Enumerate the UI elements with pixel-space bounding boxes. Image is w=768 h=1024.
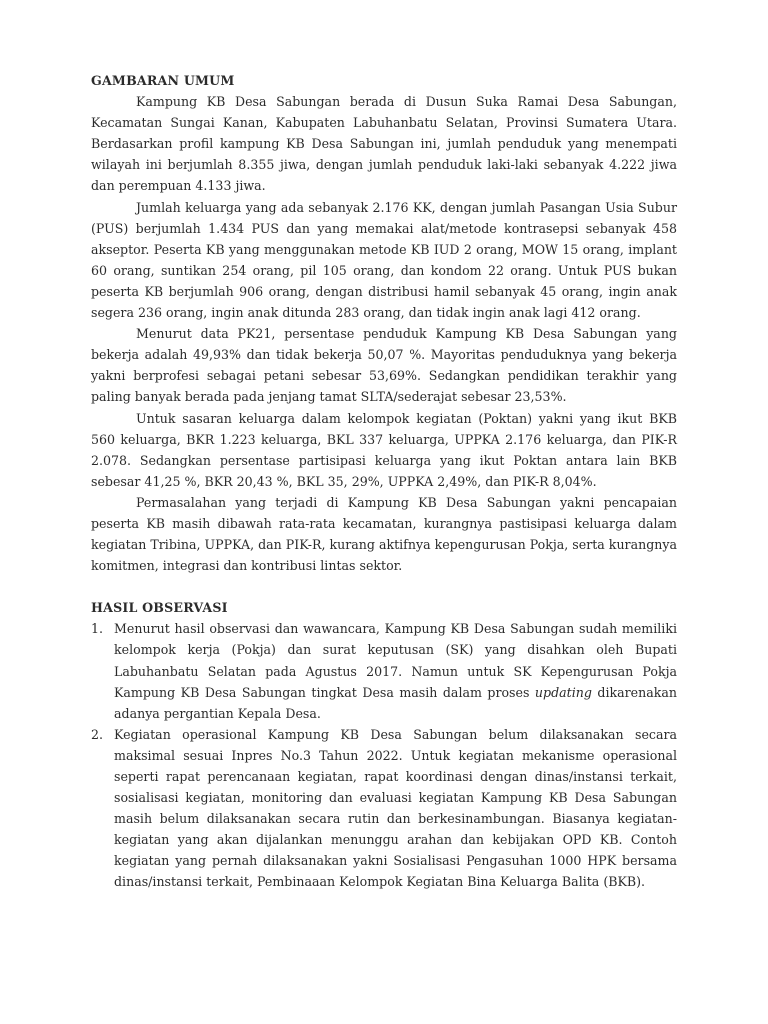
section-heading-hasil-observasi: HASIL OBSERVASI [91, 600, 228, 616]
paragraph-permasalahan: Permasalahan yang terjadi di Kampung KB Desa Sabungan yakni pencapaian peserta KB masih dibawah rata-rata kecamatan, kurangnya pastisipasi keluarga dalam kegiatan Tribina, UPPKA, dan PIK-R, kurang aktifnya kepengurusan Pokja, serta kurangnya komitmen, integrasi dan kontribusi lintas sektor. [91, 494, 677, 574]
paragraph-poktan: Untuk sasaran keluarga dalam kelompok kegiatan (Poktan) yakni yang ikut BKB 560 keluarga, BKR 1.223 keluarga, BKL 337 keluarga, UPPKA 2.176 keluarga, dan PIK-R 2.078. Sedangkan persentase partisipasi keluarga yang ikut Poktan antara lain BKB sebesar 41,25 %, BKR 20,43 %, BKL 35, 29%, UPPKA 2,49%, dan PIK-R 8,04%. [91, 410, 677, 489]
paragraph-keluarga-pus: Jumlah keluarga yang ada sebanyak 2.176 KK, dengan jumlah Pasangan Usia Subur (PUS) berjumlah 1.434 PUS dan yang memakai alat/metode kontrasepsi sebanyak 458 akseptor. Peserta KB yang menggunakan metode KB IUD 2 orang, MOW 15 orang, implant 60 orang, suntikan 254 orang, pil 105 orang, dan kondom 22 orang. Untuk PUS bukan peserta KB berjumlah 906 orang, dengan distribusi hamil sebanyak 45 orang, ingin anak segera 236 orang, ingin anak ditunda 283 orang, dan tidak ingin anak lagi 412 orang. [91, 199, 677, 321]
section-heading-gambaran-umum: GAMBARAN UMUM [91, 73, 235, 88]
list-item-text: Kegiatan operasional Kampung KB Desa Sabungan belum dilaksanakan secara maksimal sesuai Inpres No.3 Tahun 2022. Untuk kegiatan mekanisme operasional seperti rapat perencanaan kegiatan, rapat koordinasi dengan dinas/instansi terkait, sosialisasi kegiatan, monitoring dan evaluasi kegiatan Kampung KB Desa Sabungan masih belum dilaksanakan secara rutin dan berkesinambungan. Biasanya kegiatan-kegiatan yang akan dijalankan menunggu arahan dan kebijakan OPD KB. Contoh kegiatan yang pernah dilaksanakan yakni Sosialisasi Pengasuhan 1000 HPK bersama dinas/instansi terkait, Pembinaaan Kelompok Kegiatan Bina Keluarga Balita (BKB). [114, 726, 677, 890]
section-spacer [91, 576, 677, 597]
observation-list [91, 618, 677, 892]
list-item [91, 724, 677, 893]
list-item-text-part: dikarenakan adanya pergantian Kepala Desa. [114, 684, 677, 721]
list-item-text-part: Menurut hasil observasi dan wawancara, Kampung KB Desa Sabungan sudah memiliki kelompok kerja (Pokja) dan surat keputusan (SK) yang disahkan oleh Bupati Labuhanbatu Selatan pada Agustus 2017. Namun untuk SK Kepengurusan Pokja Kampung KB Desa Sabungan tingkat Desa masih dalam proses [114, 621, 677, 700]
list-item-number: 1. [91, 621, 104, 637]
list-item [91, 618, 677, 723]
list-item-text [114, 621, 677, 720]
paragraph-lokasi: Kampung KB Desa Sabungan berada di Dusun Suka Ramai Desa Sabungan, Kecamatan Sungai Kanan, Kabupaten Labuhanbatu Selatan, Provinsi Sumatera Utara. Berdasarkan profil kampung KB Desa Sabungan ini, jumlah penduduk yang menempati wilayah ini berjumlah 8.355 jiwa, dengan jumlah penduduk laki-laki sebanyak 4.222 jiwa dan perempuan 4.133 jiwa. [91, 94, 677, 194]
italic-term: updating [534, 684, 592, 700]
document-body [91, 70, 677, 893]
paragraph-pk21: Menurut data PK21, persentase penduduk Kampung KB Desa Sabungan yang bekerja adalah 49,93% dan tidak bekerja 50,07 %. Mayoritas penduduknya yang bekerja yakni berprofesi sebagai petani sebesar 53,69%. Sedangkan pendidikan terakhir yang paling banyak berada pada jenjang tamat SLTA/sederajat sebesar 23,53%. [91, 326, 677, 405]
list-item-number: 2. [91, 726, 104, 742]
